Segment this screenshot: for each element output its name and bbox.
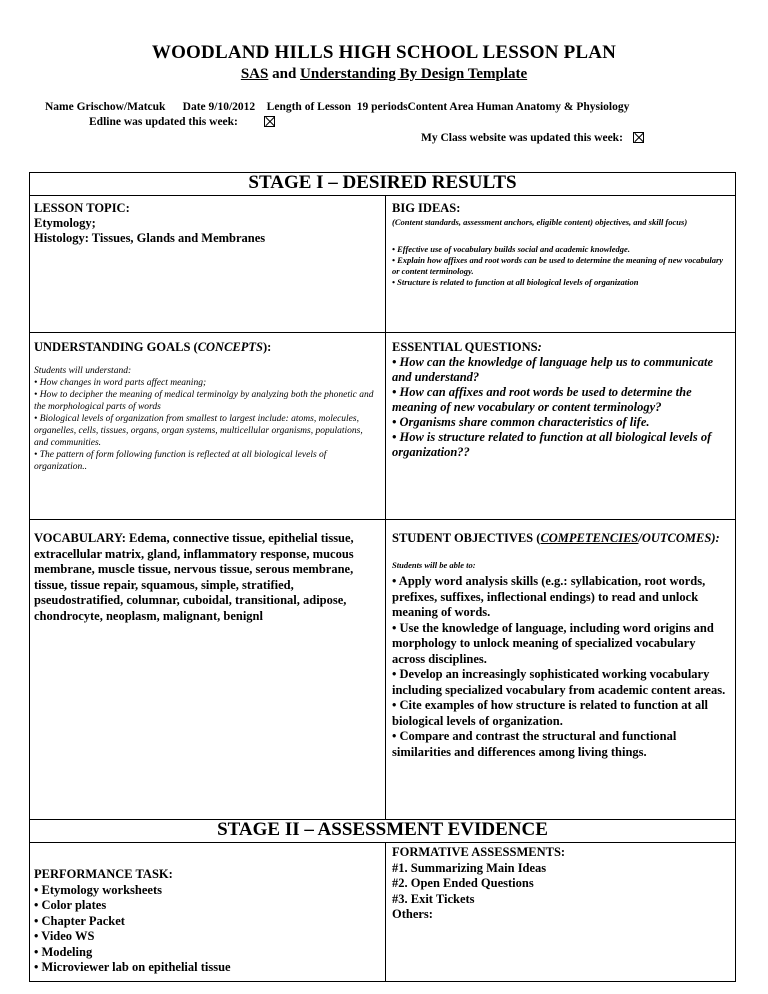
list-item: • Compare and contrast the structural and functional similarities and differences among living things. [392,729,677,759]
edline-label: Edline was updated this week: [89,116,238,128]
divider [29,195,736,196]
performance-task-cell [34,867,379,976]
understanding-goals-label: UNDERSTANDING GOALS (CONCEPTS): [34,340,272,354]
stage-1-heading: STAGE I – DESIRED RESULTS [248,172,517,193]
performance-task-label: PERFORMANCE TASK: [34,867,173,881]
list-item: • How changes in word parts affect meaning; [34,378,207,388]
list-item: #2. Open Ended Questions [392,876,534,890]
list-item: • How can the knowledge of language help us to communicate and understand? [392,355,714,384]
subtitle-ubd: Understanding By Design Template [300,66,528,82]
vocabulary-text: VOCABULARY: Edema, connective tissue, epithelial tissue, extracellular matrix, gland, inflammatory response, mucous membrane, muscle tissue, nervous tissue, serous membrane, tissue, tissue repair, squamous, simple, stratified, pseudostratified, columnar, cuboidal, transitional, adipose, chondrocyte, neoplasm, malignant, benignl [34,531,354,623]
edline-checkbox[interactable] [264,116,275,127]
performance-task-list [34,883,379,976]
list-item: • Video WS [34,929,95,943]
vocabulary-cell [34,531,379,624]
list-item: • Effective use of vocabulary builds social and academic knowledge. [392,244,630,254]
list-item: • Color plates [34,898,107,912]
page-subtitle [0,66,768,83]
subtitle-sas: SAS [240,66,269,82]
page-title: WOODLAND HILLS HIGH SCHOOL LESSON PLAN [151,42,617,63]
big-ideas-cell [392,201,730,288]
essential-questions-cell [392,340,730,460]
name-date-line: Name Grischow/Matcuk Date 9/10/2012 Length of Lesson 19 periodsContent Area Human Anatomy & Physiology [45,101,630,113]
subtitle-and: and [272,66,297,82]
student-objectives-list [392,574,730,760]
formative-assessments-cell [392,845,730,923]
list-item: • Use the knowledge of language, including word origins and morphology to unlock meaning of specialized vocabulary across disciplines. [392,620,714,666]
list-item: • Biological levels of organization from smallest to largest include: atoms, molecules, organelles, cells, tissues, organs, organ systems, multicellular organisms, populations, and communities. [34,414,363,448]
website-label: My Class website was updated this week: [421,132,623,144]
list-item: Others: [392,907,433,921]
lesson-topic-line: Etymology; [34,216,96,230]
list-item: • Etymology worksheets [34,882,162,897]
divider [29,519,736,520]
understanding-intro: Students will understand: [34,366,132,376]
list-item: • Develop an increasingly sophisticated working vocabulary including specialized vocabulary from academic content areas. [392,667,726,697]
formative-assessments-label: FORMATIVE ASSESSMENTS: [392,845,566,859]
formative-assessments-list [392,861,730,923]
big-ideas-list [392,244,730,288]
list-item: • Apply word analysis skills (e.g.: syllabication, root words, prefixes, suffixes, inflectional endings) to read and unlock meaning of words. [392,574,706,619]
divider [29,332,736,333]
list-item: • Microviewer lab on epithelial tissue [34,960,231,974]
essential-questions-label: ESSENTIAL QUESTIONS: [392,340,542,354]
list-item: • Explain how affixes and root words can be used to determine the meaning of new vocabulary or content terminology. [392,255,724,276]
understanding-list [34,377,379,473]
stage-2-heading: STAGE II – ASSESSMENT EVIDENCE [217,819,548,840]
list-item: • How is structure related to function at all biological levels of organization?? [392,430,712,459]
divider [29,842,736,843]
list-item: #3. Exit Tickets [392,891,475,906]
list-item: • Modeling [34,944,93,959]
lesson-topic-cell [34,201,379,246]
column-divider [385,842,386,982]
lesson-topic-label: LESSON TOPIC: [34,201,130,215]
website-row [421,132,644,144]
list-item: • Structure is related to function at all biological levels of organization [392,277,639,287]
list-item: • The pattern of form following function is reflected at all biological levels of organization.. [34,450,327,472]
list-item: • How to decipher the meaning of medical terminolgy by analyzing both the phonetic and the morphological parts of words [34,390,374,412]
lesson-topic-line: Histology: Tissues, Glands and Membranes [34,231,266,245]
big-ideas-note: (Content standards, assessment anchors, eligible content) objectives, and skill focus) [392,217,688,227]
website-checkbox[interactable] [633,132,644,143]
list-item: • Organisms share common characteristics of life. [392,415,650,429]
understanding-goals-cell [34,340,379,473]
list-item: #1. Summarizing Main Ideas [392,860,547,875]
student-objectives-label: STUDENT OBJECTIVES (COMPETENCIES/OUTCOMES): [392,531,720,545]
column-divider [385,195,386,819]
edline-row [89,116,275,128]
list-item: • Chapter Packet [34,913,125,928]
objectives-intro: Students will be able to: [392,560,476,570]
big-ideas-label: BIG IDEAS: [392,201,461,215]
student-objectives-cell [392,531,730,760]
list-item: • Cite examples of how structure is related to function at all biological levels of organization. [392,698,709,728]
list-item: • How can affixes and root words be used to determine the meaning of new vocabulary or content terminology? [392,385,692,414]
essential-questions-list [392,355,730,460]
